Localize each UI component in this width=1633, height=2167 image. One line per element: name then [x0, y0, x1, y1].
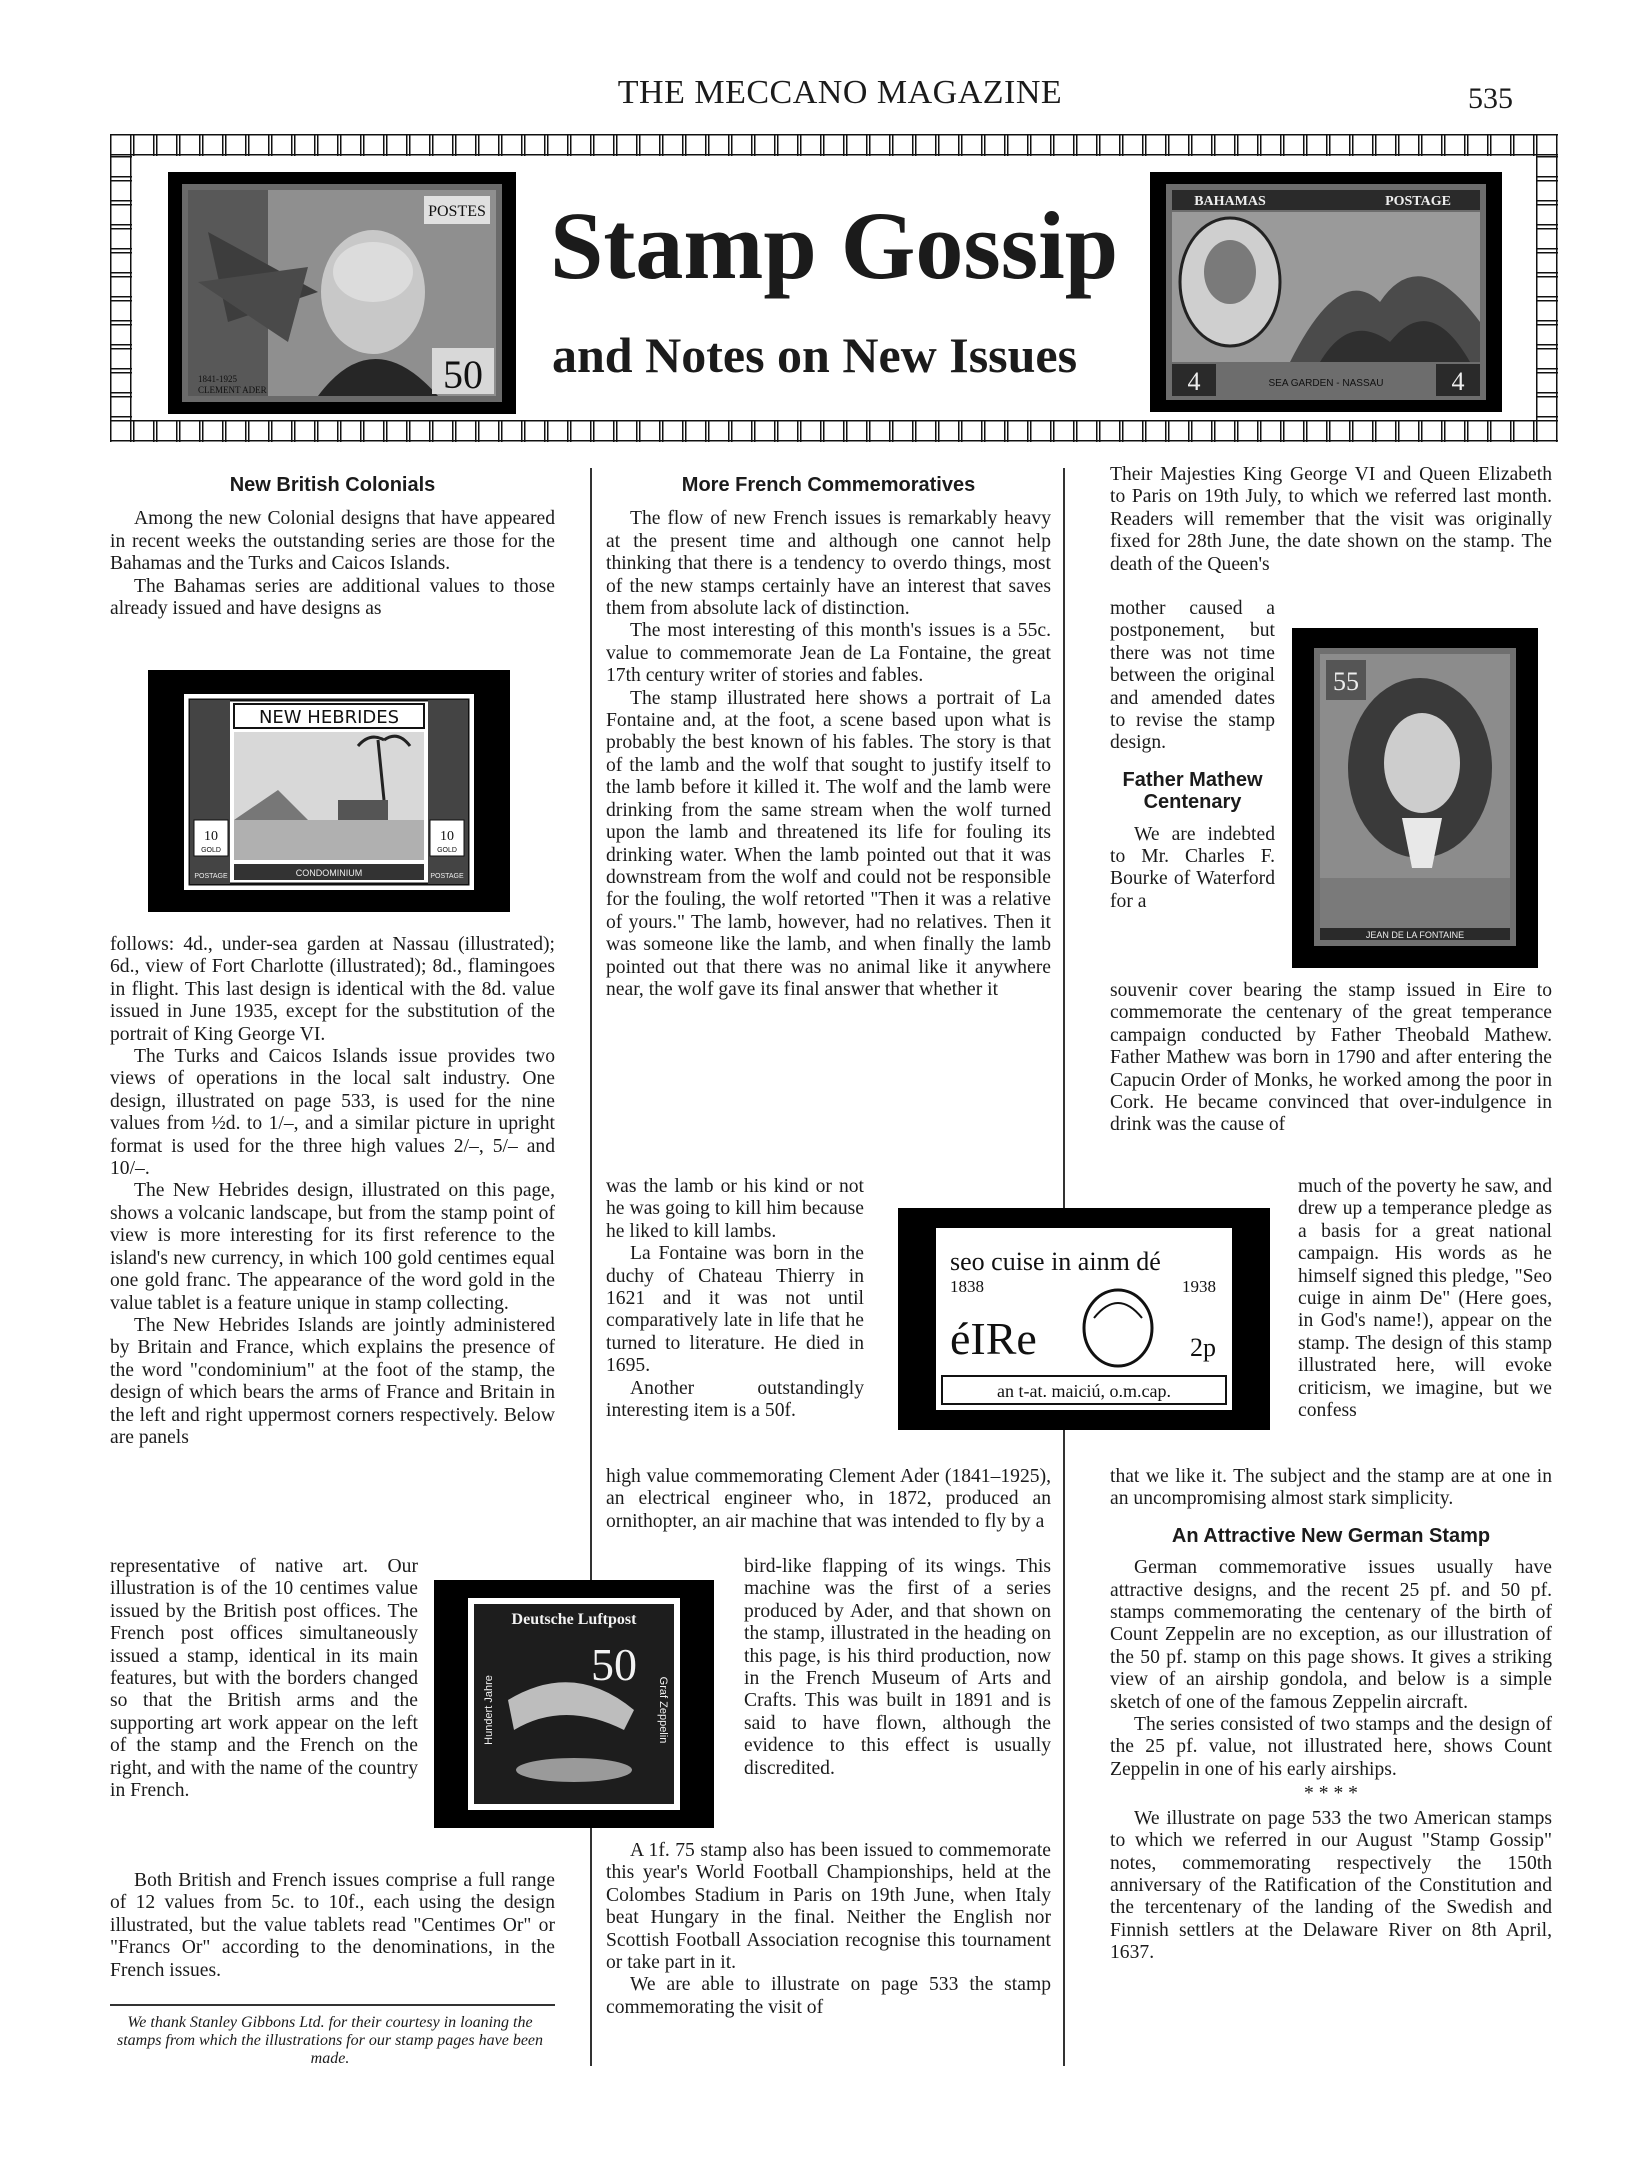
bahamas-value-left: 4	[1187, 367, 1201, 396]
paragraph: A 1f. 75 stamp also has been issued to commemorate this year's World Football Championships, held at the Colombes Stadium in Paris on 19th June, when Italy beat Hungary in the final. Neither the English nor Scottish Football Association recognise this tournament or take part in it.	[606, 1840, 1051, 1974]
lafontaine-stamp-image	[1292, 628, 1538, 968]
ader-stamp-caption: CLEMENT ADER	[198, 385, 267, 395]
column-2-bottom	[606, 1840, 1051, 2019]
hebrides-value-left: 10	[204, 829, 218, 844]
ader-stamp-value: 50	[443, 352, 483, 397]
column-2-wide	[606, 1466, 1051, 1533]
bahamas-header-right: POSTAGE	[1385, 194, 1451, 209]
column-3-bottom	[1110, 1466, 1552, 1965]
paragraph: German commemorative issues usually have attractive designs, and the recent 25 pf. and 50 pf. stamps commemorating the centenary of the birth of Count Zeppelin are no exception, as our illustration of the 50 pf. stamp on this page shows. It gives a striking view of an airship gondola, and below is a simple sketch of one of the famous Zeppelin aircraft.	[1110, 1557, 1552, 1713]
paragraph: Their Majesties King George VI and Queen Elizabeth to Paris on 19th July, to which we referred last month. Readers will remember that the visit was originally fixed for 28th June, the date shown on the stamp. The death of the Queen's	[1110, 464, 1552, 575]
heading-new-british-colonials: New British Colonials	[229, 474, 436, 496]
frame-right-border	[1536, 156, 1558, 420]
hebrides-unit-left: GOLD	[201, 847, 221, 854]
section-separator: * * * *	[1304, 1783, 1358, 1805]
ader-stamp-image	[168, 172, 516, 414]
lafontaine-caption: JEAN DE LA FONTAINE	[1365, 930, 1465, 940]
paragraph: Another outstandingly interesting item is a 50f.	[606, 1377, 864, 1422]
paragraph: was the lamb or his kind or not he was going to kill him because he liked to kill lambs.	[606, 1176, 864, 1242]
credit-rule	[110, 2004, 555, 2006]
column-3-narrow	[1110, 598, 1275, 913]
zeppelin-stamp-right: Graf Zeppelin	[657, 1676, 669, 1744]
paragraph: Both British and French issues comprise a full range of 12 values from 5c. to 10f., each using the design illustrated, but the value tablets read "Centimes Or" or "Francs Or" according to the denominations, in the French issues.	[110, 1870, 555, 1981]
paragraph: representative of native art. Our illustration is of the 10 centimes value issued by the British post offices. The French post offices simultaneously issued a stamp, identical in its main features, but with the borders changed so that the British arms and the supporting art work appear on the left of the stamp and the French on the right, and with the name of the country in French.	[110, 1556, 418, 1802]
column-1-bottom	[110, 1870, 555, 1982]
column-2-top	[606, 474, 1051, 1001]
eire-year-right: 1938	[1182, 1277, 1216, 1296]
heading-german-stamp: An Attractive New German Stamp	[1171, 1524, 1491, 1547]
eire-year-left: 1838	[950, 1277, 984, 1296]
paragraph: high value commemorating Clement Ader (1841–1925), an electrical engineer who, in 1872, produced an ornithopter, an air machine that was intended to fly by a	[606, 1466, 1051, 1532]
paragraph: The New Hebrides design, illustrated on this page, shows a volcanic landscape, but from the stamp point of view is more interesting for its first reference to the island's new currency, in which 100 gold centimes equal one gold franc. The appearance of the word gold in the value tablet is a feature unique in stamp collecting.	[110, 1180, 555, 1314]
paragraph: The flow of new French issues is remarkably heavy at the present time and although one cannot help thinking that there is a tendency to overdo things, most of the new stamps certainly have an interest that saves them from absolute lack of distinction.	[606, 508, 1051, 620]
hebrides-value-right: 10	[440, 829, 454, 844]
paragraph: much of the poverty he saw, and drew up a temperance pledge as a basis for a great national campaign. His words as he himself signed this pledge, "Seo cuige in ainm De" (Here goes, in God's name!), appear on the stamp. The design of this stamp illustrated here, will evoke criticism, we imagine, but we confess	[1298, 1176, 1552, 1422]
ader-stamp-country: POSTES	[428, 203, 486, 220]
paragraph: The New Hebrides Islands are jointly administered by Britain and France, which explains the presence of the word "condominium" at the foot of the stamp, the design of which bears the arms of France and Britain in the left and right uppermost corners respectively. Below are panels	[110, 1314, 555, 1448]
zeppelin-stamp-image	[434, 1580, 714, 1828]
column-3-narrow-right	[1298, 1176, 1552, 1422]
paragraph: The stamp illustrated here shows a portrait of La Fontaine and, at the foot, a scene based upon what is probably the best known of his fables. The story is that of the lamb and the wolf that sought to justify itself to the lamb before it killed it. The wolf and the lamb were drinking from the same stream when the wolf turned upon the lamb and threatened its life for fouling its drinking water. When the lamb pointed out that it was downstream from the wolf and could not be responsible for the fouling, the wolf retorted "Then it was a relative of yours." The lamb, however, had no relatives. Then it was someone like the lamb, and when finally the lamb pointed out that there was no animal like it anywhere near, the wolf gave its final answer that whether it	[606, 687, 1051, 1000]
bahamas-value-right: 4	[1451, 367, 1465, 396]
column-2-narrow	[606, 1176, 864, 1422]
paragraph: We illustrate on page 533 the two American stamps to which we referred in our August "Stamp Gossip" notes, commemorating respectively the 150th anniversary of the Ratification of the Constitution and the tercentenary of the landing of the Swedish and Finnish settlers at the Delaware River on 8th April, 1637.	[1110, 1807, 1552, 1964]
frame-bottom-border	[110, 420, 1558, 442]
eire-stamp-image	[898, 1208, 1270, 1430]
heading-father-mathew: Father Mathew Centenary	[1122, 768, 1263, 814]
page-subtitle: and Notes on New Issues	[552, 327, 1078, 383]
paragraph: The Bahamas series are additional values to those already issued and have designs as	[110, 575, 555, 620]
paragraph: bird-like flapping of its wings. This machine was the first of a series produced by Ader, and that shown on the stamp, illustrated in the heading on this page, is his third production, now in the French Museum of Arts and Crafts. This was built in 1891 and is said to have flown, although the evidence to this effect is usually discredited.	[744, 1556, 1051, 1779]
column-1-middle	[110, 934, 555, 1449]
column-3-top	[1110, 464, 1552, 576]
heading-more-french-commemoratives: More French Commemoratives	[681, 474, 976, 496]
running-title: THE MECCANO MAGAZINE	[617, 74, 1063, 111]
acknowledgement-note: We thank Stanley Gibbons Ltd. for their courtesy in loaning the stamps from which the illustrations for our stamp pages have been made.	[116, 2014, 544, 2067]
paragraph: We are indebted to Mr. Charles F. Bourke of Waterford for a	[1110, 823, 1275, 912]
hebrides-bottom: CONDOMINIUM	[295, 868, 363, 878]
column-3-wide	[1110, 980, 1552, 1137]
paragraph: The most interesting of this month's issues is a 55c. value to commemorate Jean de La Fontaine, the great 17th century writer of stories and fables.	[606, 620, 1051, 687]
paragraph: mother caused a postponement, but there was not time between the original and amended dates to revise the stamp design.	[1110, 598, 1275, 754]
eire-top-text: seo cuise in ainm dé	[950, 1247, 1161, 1276]
eire-country: éIRe	[950, 1313, 1037, 1364]
hebrides-postage-right: POSTAGE	[430, 873, 464, 880]
paragraph: souvenir cover bearing the stamp issued in Eire to commemorate the centenary of the great temperance campaign conducted by Father Theobald Mathew. Father Mathew was born in 1790 and after entering the Capucin Order of Monks, he worked among the poor in Cork. He became convinced that over-indulgence in drink was the cause of	[1110, 980, 1552, 1136]
bahamas-stamp-image	[1150, 172, 1502, 412]
eire-value: 2p	[1190, 1333, 1216, 1362]
new-hebrides-stamp-image	[148, 670, 510, 912]
hebrides-unit-right: GOLD	[437, 847, 457, 854]
hebrides-stamp-title: NEW HEBRIDES	[258, 707, 400, 728]
page-title: Stamp Gossip	[550, 192, 1119, 299]
paragraph: La Fontaine was born in the duchy of Chateau Thierry in 1621 and it was not until comparatively late in life that he turned to literature. He died in 1695.	[606, 1243, 864, 1377]
frame-left-border	[110, 156, 132, 420]
page-number: 535	[1468, 82, 1513, 115]
column-1-narrow	[110, 1556, 418, 1802]
hebrides-postage-left: POSTAGE	[194, 873, 228, 880]
paragraph: that we like it. The subject and the stamp are at one in an uncompromising almost stark simplicity.	[1110, 1466, 1552, 1510]
eire-bottom-text: an t-at. maiciú, o.m.cap.	[997, 1381, 1171, 1401]
ader-stamp-years: 1841-1925	[198, 374, 237, 384]
paragraph: follows: 4d., under-sea garden at Nassau (illustrated); 6d., view of Fort Charlotte (illustrated); 8d., flamingoes in flight. This last design is identical with the 8d. value issued in June 1935, except for the substitution of the portrait of King George VI.	[110, 934, 555, 1045]
zeppelin-stamp-left: Hundert Jahre	[483, 1675, 495, 1745]
paragraph: The series consisted of two stamps and the design of the 25 pf. value, not illustrated here, shows Count Zeppelin in one of his early airships.	[1110, 1714, 1552, 1780]
paragraph: We are able to illustrate on page 533 the stamp commemorating the visit of	[606, 1974, 1051, 2018]
zeppelin-stamp-top: Deutsche Luftpost	[511, 1611, 637, 1628]
zeppelin-stamp-value: 50	[591, 1639, 637, 1690]
column-2-narrow-right	[744, 1556, 1051, 1780]
frame-top-border	[110, 134, 1558, 156]
lafontaine-value: 55	[1333, 667, 1359, 696]
paragraph: Among the new Colonial designs that have appeared in recent weeks the outstanding series are those for the Bahamas and the Turks and Caicos Islands.	[110, 508, 555, 575]
paragraph: The Turks and Caicos Islands issue provides two views of operations in the local salt industry. One design, illustrated on page 533, is used for the nine values from ½d. to 1/–, and a similar picture in upright format is used for the three high values 2/–, 5/– and 10/–.	[110, 1046, 555, 1180]
bahamas-caption: SEA GARDEN - NASSAU	[1268, 378, 1384, 389]
column-1-top	[110, 474, 555, 620]
bahamas-header-left: BAHAMAS	[1194, 194, 1266, 209]
